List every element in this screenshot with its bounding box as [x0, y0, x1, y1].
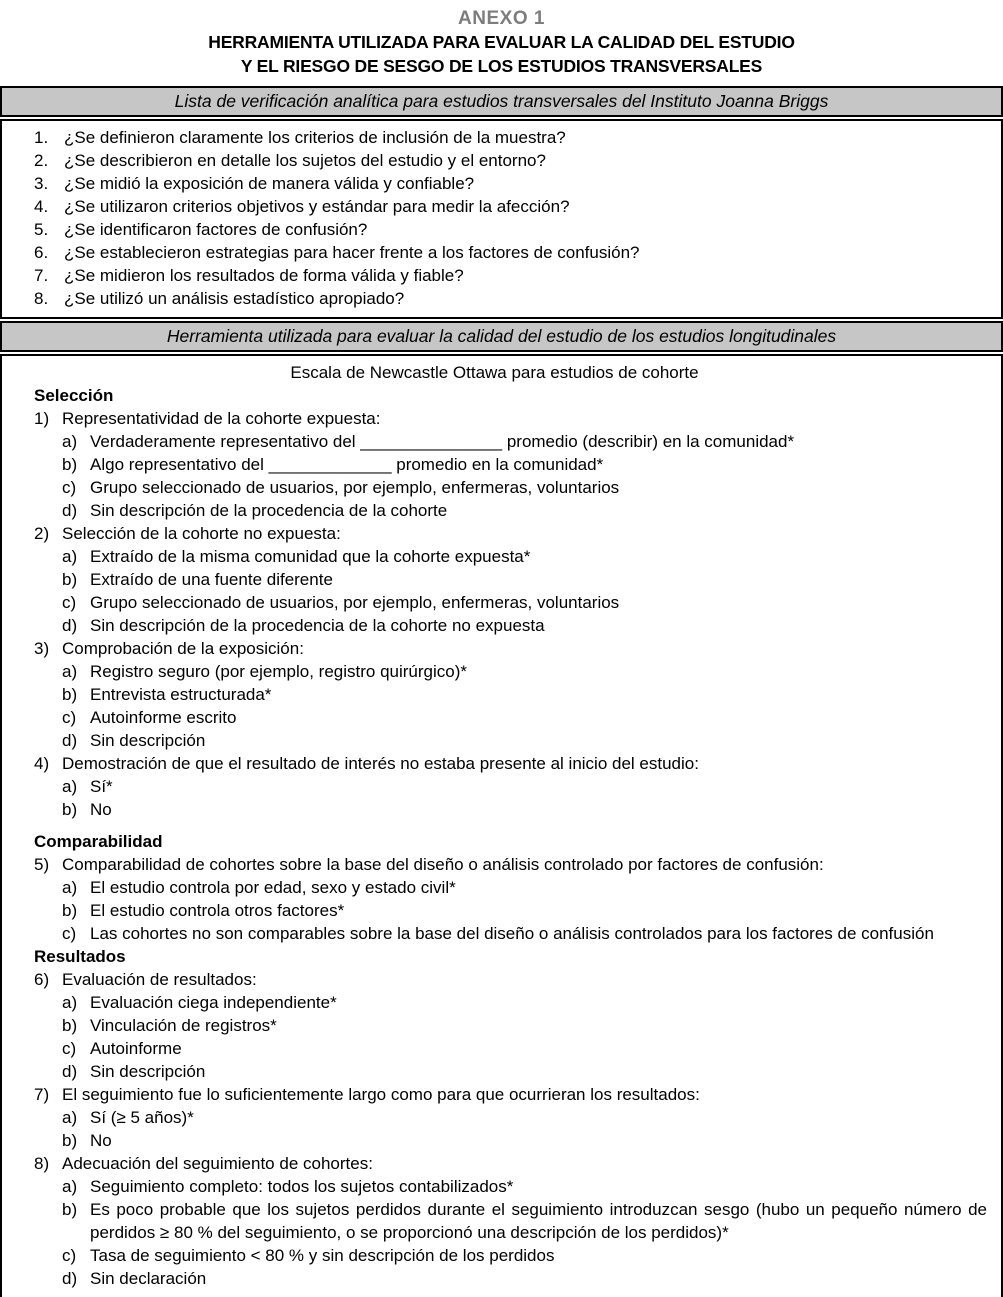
scale-option — [2, 1175, 987, 1198]
question-text: ¿Se identificaron factores de confusión? — [64, 220, 368, 239]
option-text: Vinculación de registros* — [90, 1016, 277, 1035]
item-text: Evaluación de resultados: — [62, 970, 257, 989]
scale-group — [2, 945, 987, 1290]
option-text: Extraído de la misma comunidad que la cohorte expuesta* — [90, 547, 531, 566]
question-number: 4. — [34, 197, 49, 216]
scale-item — [2, 1083, 987, 1106]
question-text: ¿Se definieron claramente los criterios de inclusión de la muestra? — [64, 128, 566, 147]
checklist-question — [2, 287, 987, 310]
scale-item — [2, 968, 987, 991]
option-letter: c) — [62, 924, 77, 943]
question-text: ¿Se utilizaron criterios objetivos y estándar para medir la afección? — [64, 197, 570, 216]
option-text: Extraído de una fuente diferente — [90, 570, 333, 589]
section2-scale — [0, 354, 1003, 1297]
scale-groups — [2, 384, 987, 1290]
option-text: Seguimiento completo: todos los sujetos contabilizados* — [90, 1177, 514, 1196]
option-text: El estudio controla por edad, sexo y estado civil* — [90, 878, 456, 897]
question-number: 1. — [34, 128, 49, 147]
section1-questions — [2, 126, 987, 310]
scale-option — [2, 1129, 987, 1152]
question-text: ¿Se establecieron estrategias para hacer frente a los factores de confusión? — [64, 243, 640, 262]
option-text: Sin descripción — [90, 1062, 206, 1081]
option-text: Autoinforme escrito — [90, 708, 237, 727]
scale-group — [2, 830, 987, 945]
checklist-question — [2, 241, 987, 264]
group-heading: Selección — [34, 386, 114, 405]
section1-banner: Lista de verificación analítica para estudios transversales del Instituto Joanna Briggs — [0, 86, 1003, 117]
option-text: No — [90, 1131, 112, 1150]
option-letter: a) — [62, 777, 78, 796]
option-text: Registro seguro (por ejemplo, registro quirúrgico)* — [90, 662, 467, 681]
question-number: 7. — [34, 266, 49, 285]
question-number: 3. — [34, 174, 49, 193]
option-letter: c) — [62, 1039, 77, 1058]
option-letter: b) — [62, 570, 78, 589]
option-text: El estudio controla otros factores* — [90, 901, 345, 920]
item-text: Demostración de que el resultado de interés no estaba presente al inicio del estudio: — [62, 754, 699, 773]
scale-item — [2, 1152, 987, 1175]
scale-option — [2, 1037, 987, 1060]
item-text: Adecuación del seguimiento de cohortes: — [62, 1154, 373, 1173]
question-number: 8. — [34, 289, 49, 308]
checklist-question — [2, 195, 987, 218]
item-text: Representatividad de la cohorte expuesta: — [62, 409, 381, 428]
option-text: Sin descripción — [90, 731, 206, 750]
option-text: Grupo seleccionado de usuarios, por ejemplo, enfermeras, voluntarios — [90, 478, 620, 497]
option-text: Sin declaración — [90, 1269, 207, 1288]
option-letter: a) — [62, 1177, 78, 1196]
item-text: Selección de la cohorte no expuesta: — [62, 524, 341, 543]
scale-option — [2, 991, 987, 1014]
option-letter: a) — [62, 662, 78, 681]
scale-item — [2, 853, 987, 876]
scale-option — [2, 798, 987, 821]
scale-option — [2, 453, 987, 476]
option-text: No — [90, 800, 112, 819]
item-text: Comparabilidad de cohortes sobre la base del diseño o análisis controlado por factores de confusión: — [62, 855, 824, 874]
scale-option — [2, 899, 987, 922]
checklist-question — [2, 172, 987, 195]
question-text: ¿Se midió la exposición de manera válida y confiable? — [64, 174, 475, 193]
scale-option — [2, 430, 987, 453]
option-letter: a) — [62, 993, 78, 1012]
scale-option — [2, 1060, 987, 1083]
scale-option — [2, 1198, 987, 1244]
doc-title-line1: HERRAMIENTA UTILIZADA PARA EVALUAR LA CALIDAD DEL ESTUDIO — [208, 32, 795, 52]
group-heading: Resultados — [34, 947, 126, 966]
option-letter: d) — [62, 1062, 78, 1081]
section1-checklist — [0, 119, 1003, 319]
scale-option — [2, 660, 987, 683]
option-letter: d) — [62, 501, 78, 520]
scale-group — [2, 384, 987, 821]
option-text: Evaluación ciega independiente* — [90, 993, 337, 1012]
option-letter: a) — [62, 878, 78, 897]
option-letter: d) — [62, 616, 78, 635]
option-letter: c) — [62, 708, 77, 727]
item-text: El seguimiento fue lo suficientemente largo como para que ocurrieran los resultados: — [62, 1085, 700, 1104]
checklist-question — [2, 264, 987, 287]
scale-option — [2, 614, 987, 637]
annex-title: ANEXO 1 — [458, 8, 545, 29]
scale-option — [2, 706, 987, 729]
option-text: Autoinforme — [90, 1039, 182, 1058]
item-number: 3) — [34, 639, 50, 658]
document-header — [0, 0, 1003, 86]
item-number: 4) — [34, 754, 50, 773]
question-text: ¿Se describieron en detalle los sujetos del estudio y el entorno? — [64, 151, 546, 170]
item-number: 6) — [34, 970, 50, 989]
doc-title-line2: Y EL RIESGO DE SESGO DE LOS ESTUDIOS TRANSVERSALES — [240, 55, 763, 76]
option-letter: c) — [62, 593, 77, 612]
option-text: Tasa de seguimiento < 80 % y sin descripción de los perdidos — [90, 1246, 555, 1265]
option-text: Verdaderamente representativo del _______________ promedio (describir) en la comunidad* — [90, 432, 795, 451]
question-text: ¿Se utilizó un análisis estadístico apropiado? — [64, 289, 405, 308]
question-text: ¿Se midieron los resultados de forma válida y fiable? — [64, 266, 464, 285]
scale-option — [2, 499, 987, 522]
option-letter: b) — [62, 800, 78, 819]
option-letter: b) — [62, 455, 78, 474]
item-number: 5) — [34, 855, 50, 874]
scale-option — [2, 1267, 987, 1290]
scale-option — [2, 545, 987, 568]
option-text: Entrevista estructurada* — [90, 685, 272, 704]
scale-option — [2, 922, 987, 945]
option-letter: c) — [62, 1246, 77, 1265]
option-letter: b) — [62, 1016, 78, 1035]
item-number: 7) — [34, 1085, 50, 1104]
option-text: Sí (≥ 5 años)* — [90, 1108, 194, 1127]
checklist-question — [2, 126, 987, 149]
option-letter: c) — [62, 478, 77, 497]
option-letter: a) — [62, 432, 78, 451]
option-letter: a) — [62, 1108, 78, 1127]
option-text: Es poco probable que los sujetos perdidos durante el seguimiento introduzcan sesgo (hubo un pequeño número de perdidos ≥ 80 % del seguimiento, o se proporcionó una descripción de los perdidos)* — [90, 1200, 987, 1242]
scale-option — [2, 729, 987, 752]
scale-option — [2, 476, 987, 499]
scale-item — [2, 637, 987, 660]
checklist-question — [2, 218, 987, 241]
option-text: Sin descripción de la procedencia de la cohorte no expuesta — [90, 616, 545, 635]
scale-subtitle: Escala de Newcastle Ottawa para estudios de cohorte — [290, 363, 699, 382]
scale-option — [2, 683, 987, 706]
option-letter: b) — [62, 685, 78, 704]
question-number: 2. — [34, 151, 49, 170]
scale-option — [2, 876, 987, 899]
scale-item — [2, 752, 987, 775]
option-letter: d) — [62, 731, 78, 750]
item-number: 2) — [34, 524, 50, 543]
scale-option — [2, 1106, 987, 1129]
scale-option — [2, 775, 987, 798]
option-text: Grupo seleccionado de usuarios, por ejemplo, enfermeras, voluntarios — [90, 593, 620, 612]
option-text: Algo representativo del _____________ promedio en la comunidad* — [90, 455, 604, 474]
option-letter: a) — [62, 547, 78, 566]
question-number: 5. — [34, 220, 49, 239]
scale-option — [2, 591, 987, 614]
group-heading: Comparabilidad — [34, 832, 163, 851]
scale-option — [2, 1014, 987, 1037]
option-text: Las cohortes no son comparables sobre la base del diseño o análisis controlados para los factores de confusión — [90, 924, 934, 943]
item-number: 8) — [34, 1154, 50, 1173]
question-number: 6. — [34, 243, 49, 262]
scale-option — [2, 1244, 987, 1267]
scale-item — [2, 522, 987, 545]
option-letter: b) — [62, 1200, 78, 1219]
scale-item — [2, 407, 987, 430]
option-letter: b) — [62, 901, 78, 920]
item-text: Comprobación de la exposición: — [62, 639, 304, 658]
option-letter: b) — [62, 1131, 78, 1150]
scale-option — [2, 568, 987, 591]
option-letter: d) — [62, 1269, 78, 1288]
checklist-question — [2, 149, 987, 172]
option-text: Sin descripción de la procedencia de la cohorte — [90, 501, 448, 520]
item-number: 1) — [34, 409, 50, 428]
option-text: Sí* — [90, 777, 113, 796]
section2-banner: Herramienta utilizada para evaluar la calidad del estudio de los estudios longitudinales — [0, 321, 1003, 352]
